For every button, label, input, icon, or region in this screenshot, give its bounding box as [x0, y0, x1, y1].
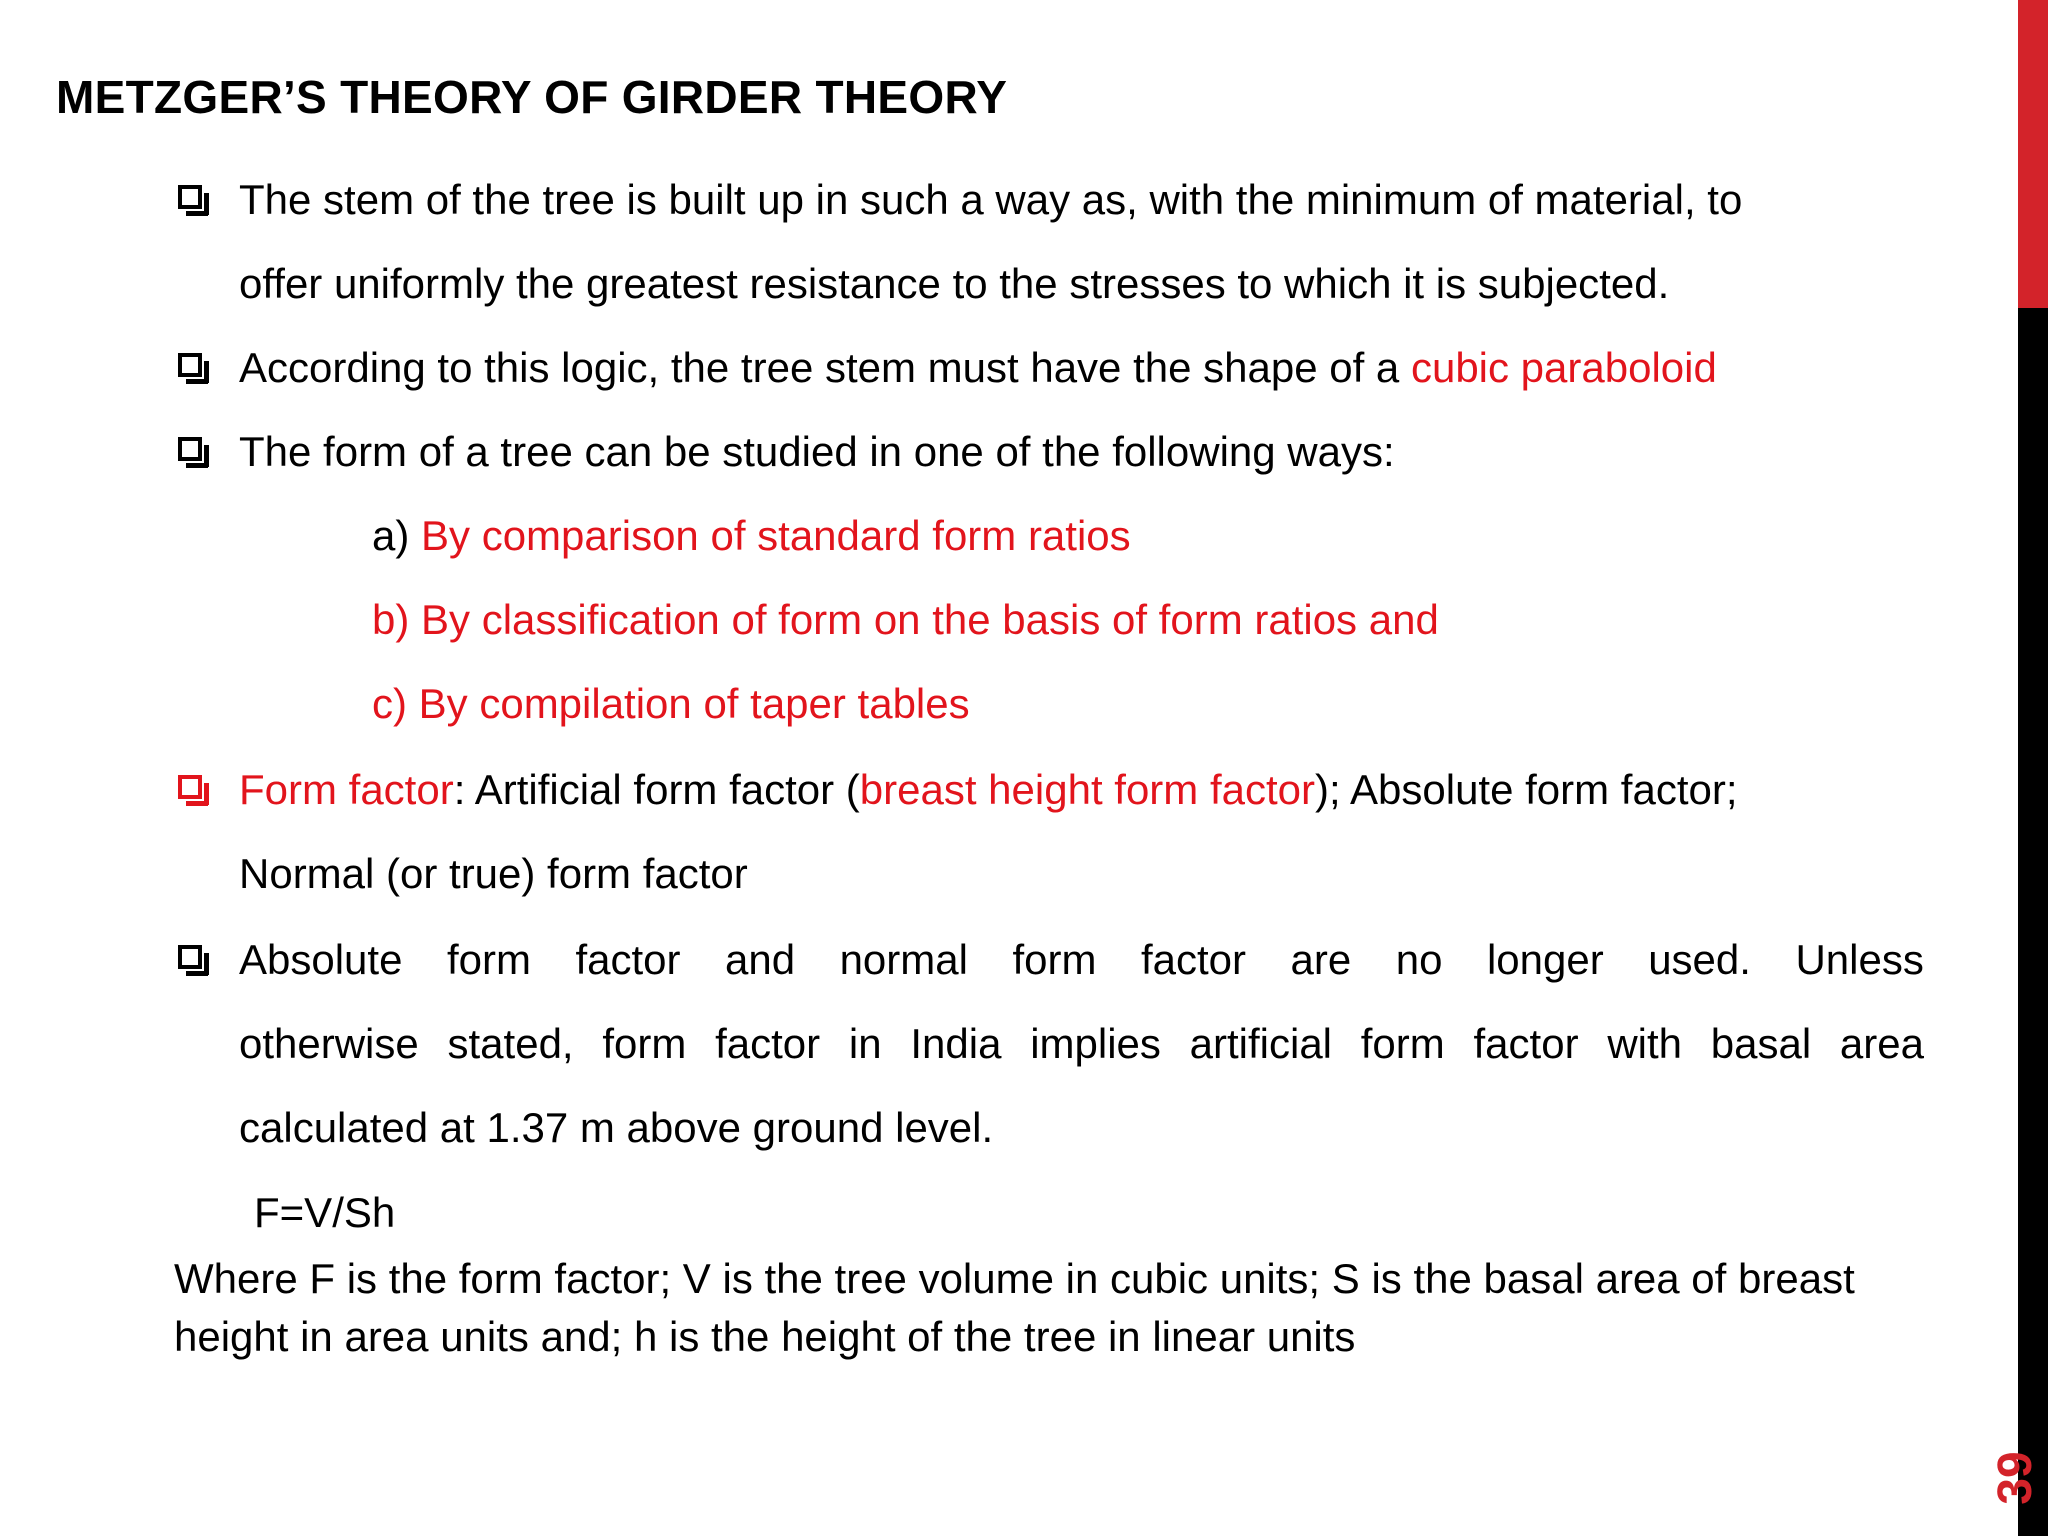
justified-word: in — [848, 1020, 882, 1067]
bullet-form-study — [174, 410, 1924, 494]
highlight-text: breast height form factor — [859, 766, 1315, 813]
checkbox-bullet-icon — [178, 775, 202, 799]
justified-word: normal — [839, 936, 968, 983]
bullet-continuation: offer uniformly the greatest resistance to the stresses to which it is subjected. — [239, 260, 1670, 307]
justified-word: factor — [715, 1020, 821, 1067]
justified-word: factor — [1140, 936, 1247, 983]
bullet-text: The stem of the tree is built up in such a way as, with the minimum of material, to — [239, 176, 1743, 223]
justified-word: with — [1607, 1020, 1683, 1067]
sub-item-a — [372, 494, 1131, 578]
justified-word: Unless — [1795, 936, 1924, 983]
justified-word: basal — [1710, 1020, 1812, 1067]
bullet-absolute-form-factor — [174, 918, 1924, 1002]
justified-word: form — [446, 936, 531, 983]
justified-word: no — [1395, 936, 1443, 983]
justified-word: artificial — [1189, 1020, 1333, 1067]
highlight-text: cubic paraboloid — [1410, 344, 1717, 391]
sub-item-text: By comparison of standard form ratios — [421, 512, 1131, 559]
justified-word: form — [1012, 936, 1097, 983]
formula: F=V/Sh — [254, 1189, 396, 1236]
justified-word: otherwise — [239, 1020, 419, 1067]
justified-word: area — [1839, 1020, 1924, 1067]
justified-word: Absolute — [239, 936, 403, 983]
justified-word: factor — [1473, 1020, 1579, 1067]
bullet-stem-theory — [174, 158, 1924, 242]
justified-word: India — [910, 1020, 1002, 1067]
formula-explanation: Where F is the form factor; V is the tree volume in cubic units; S is the basal area of breast height in area units and; h is the height of the tree in linear units — [174, 1255, 1855, 1360]
justified-word: implies — [1030, 1020, 1161, 1067]
bullet-cubic-paraboloid — [174, 326, 1924, 410]
sub-item-c: c) By compilation of taper tables — [372, 680, 970, 727]
justified-word: are — [1290, 936, 1352, 983]
justified-word: form — [1360, 1020, 1445, 1067]
justified-line — [239, 1002, 1924, 1086]
justified-word: factor — [575, 936, 681, 983]
bullet-text: According to this logic, the tree stem must have the shape of a — [239, 344, 1411, 391]
justified-word: and — [725, 936, 796, 983]
checkbox-bullet-icon — [178, 353, 202, 377]
sub-item-b: b) By classification of form on the basis of form ratios and — [372, 596, 1439, 643]
sub-item-prefix: a) — [372, 512, 422, 559]
justified-line-wrapper — [239, 1002, 1924, 1086]
checkbox-bullet-icon — [178, 437, 202, 461]
justified-line — [239, 918, 1924, 1002]
slide-title: METZGER’S THEORY OF GIRDER THEORY — [56, 71, 1008, 123]
justified-word: form — [602, 1020, 687, 1067]
justified-word: used. — [1648, 936, 1751, 983]
side-accent-bar-black — [2018, 308, 2048, 1536]
bullet-continuation: Normal (or true) form factor — [239, 850, 748, 897]
page-number: 39 — [1988, 1451, 2042, 1505]
bullet-text-wrapper — [239, 326, 1717, 410]
justified-word: longer — [1486, 936, 1604, 983]
bullet-text: The form of a tree can be studied in one of the following ways: — [239, 428, 1395, 475]
bullet-form-factor — [174, 748, 1924, 832]
justified-word: stated, — [447, 1020, 574, 1067]
bullet-continuation: calculated at 1.37 m above ground level. — [239, 1104, 994, 1151]
checkbox-bullet-icon — [178, 945, 202, 969]
bullet-text-wrapper — [239, 748, 1738, 832]
form-factor-term: Form factor — [239, 766, 454, 813]
checkbox-bullet-icon — [178, 185, 202, 209]
form-factor-text: ); Absolute form factor; — [1315, 766, 1738, 813]
side-accent-bar-red — [2018, 0, 2048, 308]
form-factor-text: : Artificial form factor ( — [453, 766, 860, 813]
